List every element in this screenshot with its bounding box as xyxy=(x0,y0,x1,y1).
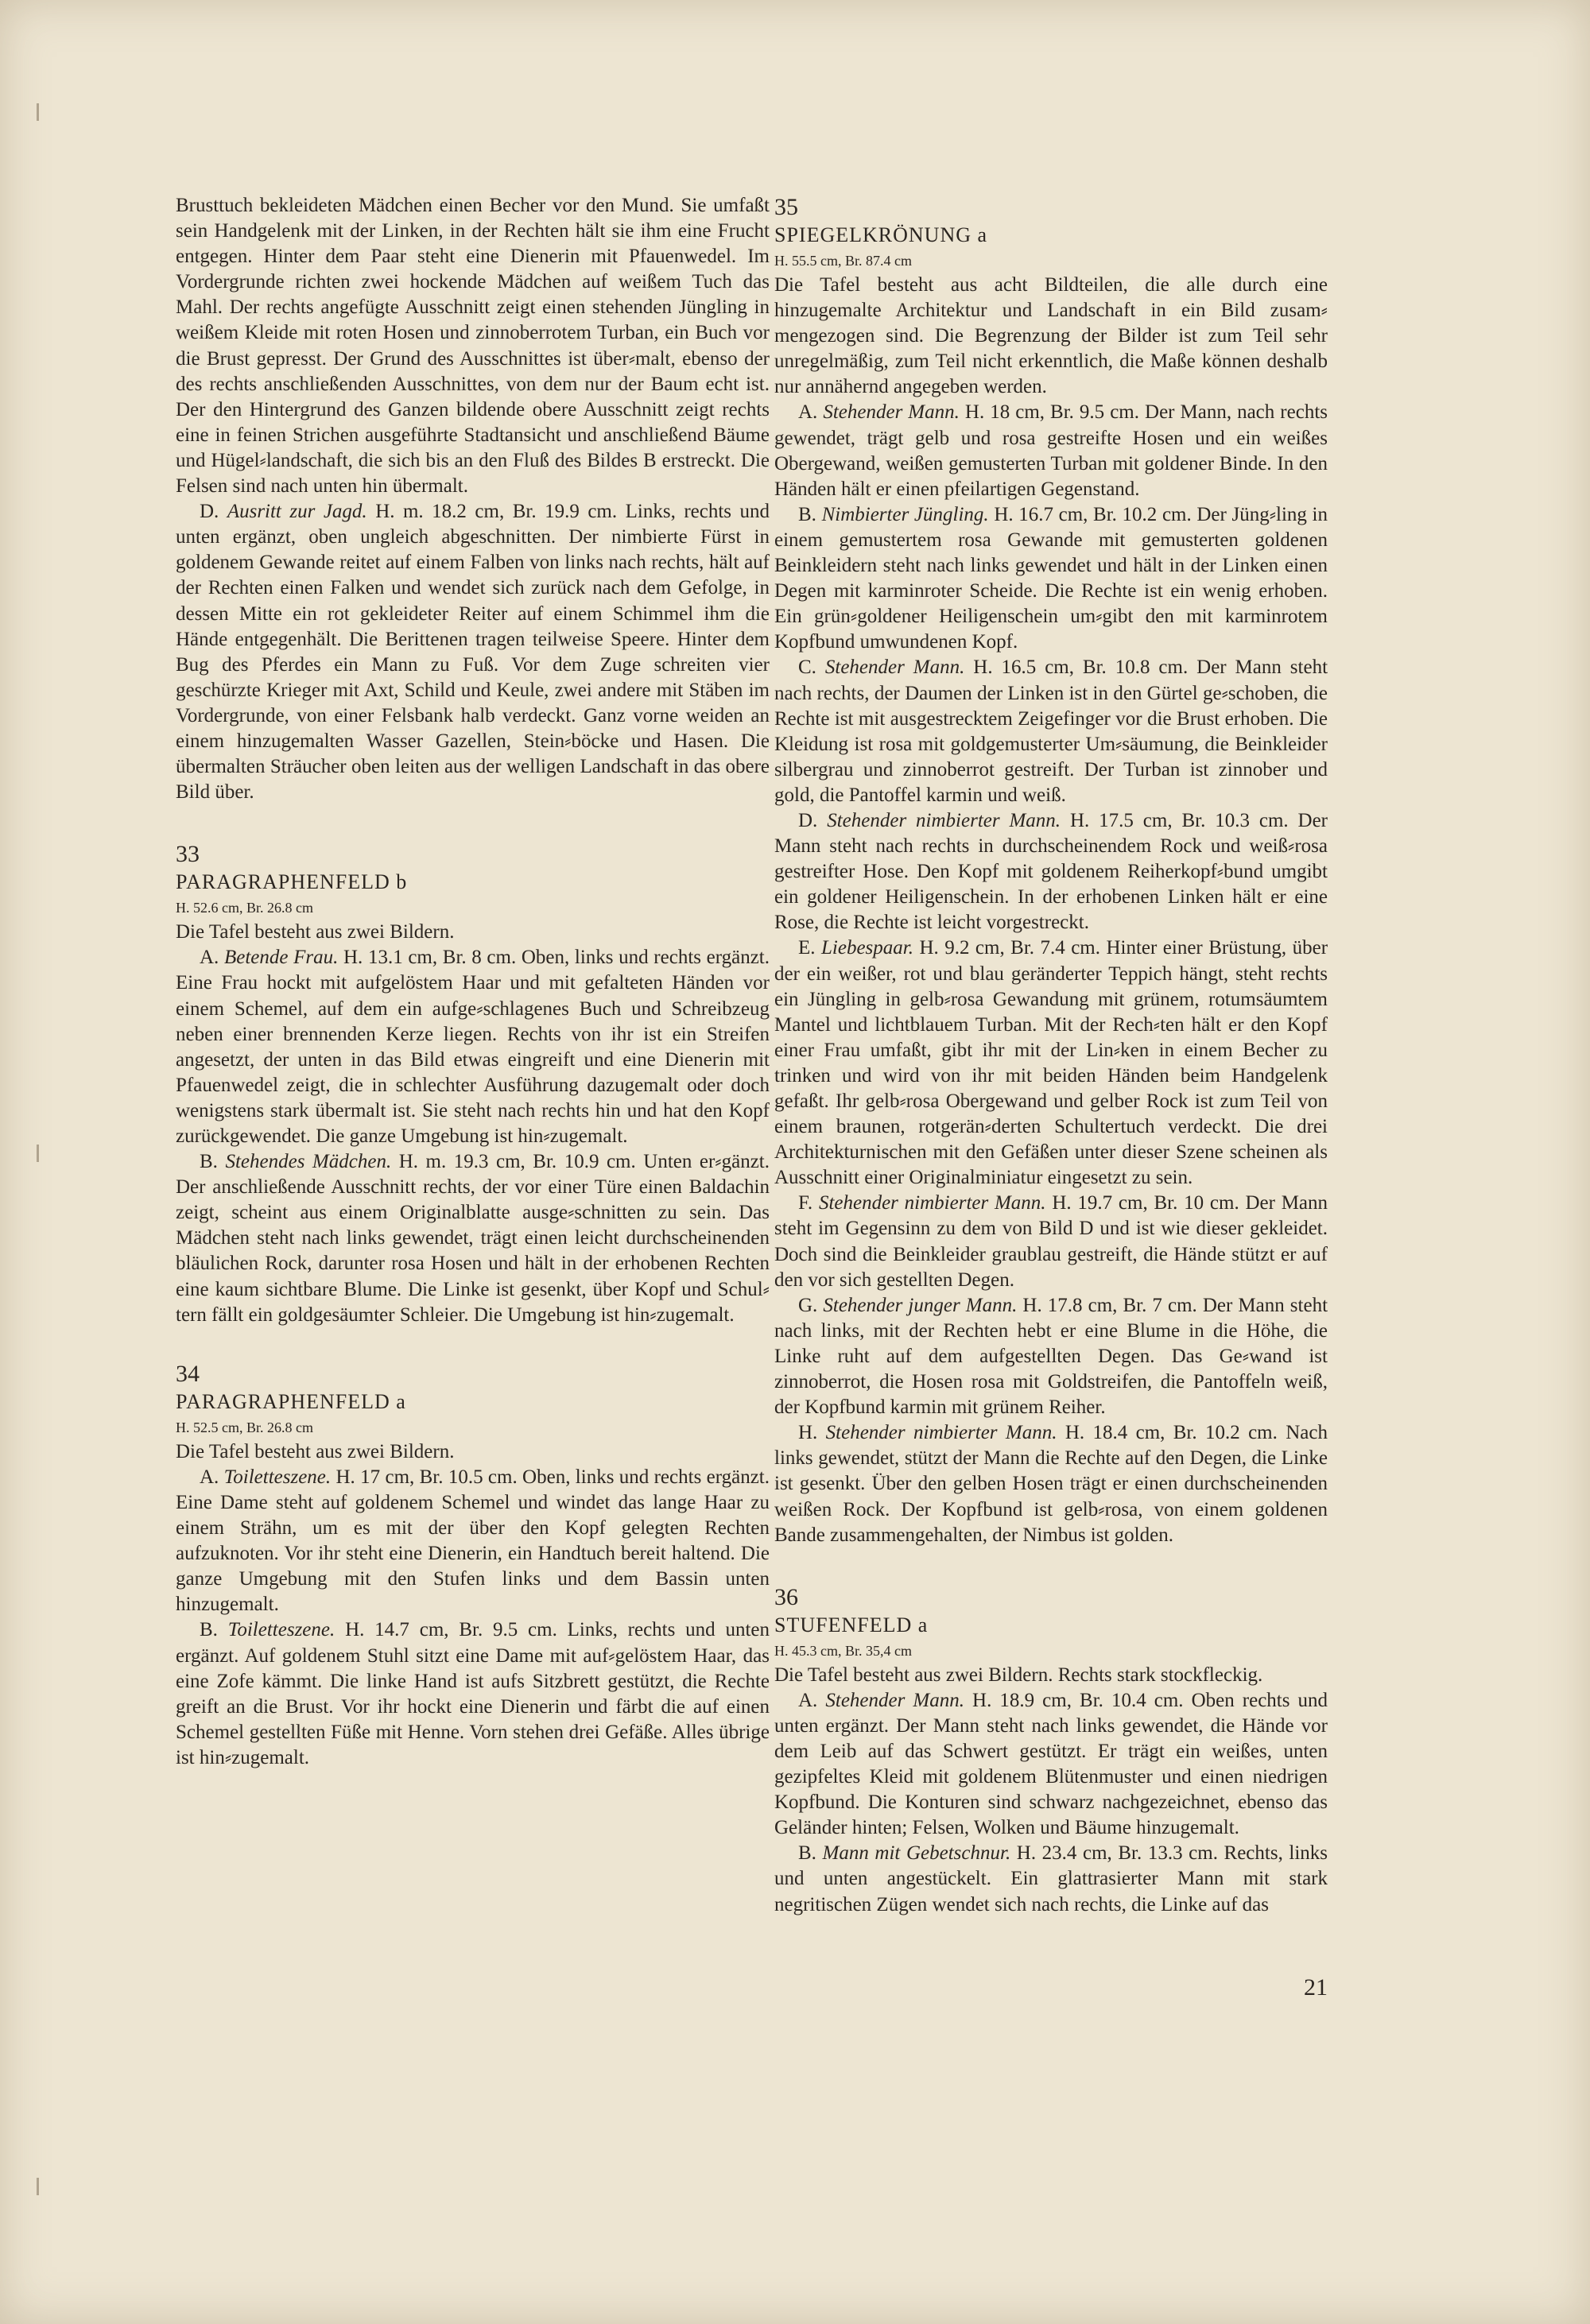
section-35-item-g xyxy=(774,1293,1328,1420)
item-title: Betende Frau. xyxy=(223,947,339,969)
item-title: Nimbierter Jüngling. xyxy=(821,503,989,525)
section-33-title: PARAGRAPHENFELD b xyxy=(176,870,408,894)
item-title: Stehender junger Mann. xyxy=(823,1294,1018,1316)
item-title: Toiletteszene. xyxy=(223,1466,332,1488)
section-35-intro: Die Tafel besteht aus acht Bildteilen, die alle durch eine hinzugemalte Architektur und Landschaft in ein Bild zusam⸗mengezogen sind. Die Begrenzung der Bilder ist zum Teil sehr unregelmäßig, zum Teil nicht erkenntlich, die Maße können deshalb nur annähernd angegeben werden. xyxy=(774,274,1328,398)
section-35-title: SPIEGELKRÖNUNG a xyxy=(774,223,988,246)
item-text: H. 16.7 cm, Br. 10.2 cm. Der Jüng⸗ling in einem gemustertem rosa Gewande mit gemusterten goldenen Beinkleidern steht nach links gewendet und hält in der Linken einen Degen mit karminroter Scheide. Die Rechte ist ein wenig erhoben. Ein grün⸗goldener Heiligenschein um⸗gibt den mit karminrotem Kopfbund umwundenen Kopf. xyxy=(774,503,1328,653)
item-letter: A. xyxy=(200,947,219,969)
item-text: H. 17 cm, Br. 10.5 cm. Oben, links und rechts ergänzt. Eine Dame steht auf goldenem Schemel und windet das lange Haar zu einem Strähn, um es mit der über den Kopf gelegten Rechten aufzuknoten. Vor ihr steht eine Dienerin, ein Handtuch bereit haltend. Die ganze Umgebung mit den Stufen links und dem Bassin unten hinzugemalt. xyxy=(176,1466,770,1616)
section-34-item-b xyxy=(176,1617,770,1771)
item-title: Toiletteszene. xyxy=(227,1619,335,1641)
section-35-dimensions: H. 55.5 cm, Br. 87.4 cm xyxy=(774,253,912,269)
section-34-title: PARAGRAPHENFELD a xyxy=(176,1389,406,1413)
section-34-dimensions: H. 52.5 cm, Br. 26.8 cm xyxy=(176,1419,313,1435)
item-text: H. 9.2 cm, Br. 7.4 cm. Hinter einer Brüstung, über der ein weißer, rot und blau geränderter Teppich hängt, steht rechts ein Jüngling in gelb⸗rosa Gewandung mit grünem, rotumsäumtem Mantel und lichtblauem Turban. Mit der Rech⸗ten hält er den Kopf einer Frau umfaßt, gibt ihr mit der Lin⸗ken in einem Becher zu trinken und wird von ihr mit beiden Händen beim Handgelenk gefaßt. Ihr gelb⸗rosa Obergewand und gelber Rock ist zum Teil von einem braunen, rotgerän⸗derten Schultertuch verdeckt. Die drei Architekturnischen mit den Gefäßen unter dieser Szene scheinen als Ausschnitt einer Originalminiatur eingesetzt zu sein. xyxy=(774,937,1328,1189)
item-text: H. 17.5 cm, Br. 10.3 cm. Der Mann steht nach rechts in durchscheinendem Rock und weiß⸗rosa gestreifter Hose. Den Kopf mit goldenem Reiherkopf⸗bund umgibt ein goldener Heiligenschein. In der erhobenen Linken hält er eine Rose, die Rechte ist leicht vorgestreckt. xyxy=(774,809,1328,934)
item-title: Stehender nimbierter Mann. xyxy=(827,809,1061,831)
item-title: Stehender Mann. xyxy=(824,657,965,679)
section-35-item-d xyxy=(774,808,1328,935)
item-text: H. 19.7 cm, Br. 10 cm. Der Mann steht im Gegensinn zu dem von Bild D und ist wie dieser gekleidet. Doch sind die Beinkleider graublau gestreift, die Hände stützt er auf den vor sich gestellten Degen. xyxy=(774,1192,1328,1291)
margin-mark xyxy=(37,103,39,121)
item-d-paragraph xyxy=(176,499,770,805)
section-35-item-h xyxy=(774,1420,1328,1547)
item-title: Stehender nimbierter Mann. xyxy=(818,1192,1046,1214)
section-35-number: 35 xyxy=(774,194,798,220)
item-text: H. 13.1 cm, Br. 8 cm. Oben, links und rechts ergänzt. Eine Frau hockt mit aufgelöstem Haar und mit gefalteten Händen vor einem Schemel, auf dem ein aufge⸗schlagenes Buch und Schreibzeug neben einer brennenden Kerze liegen. Rechts von ihr ist ein Streifen angesetzt, der unten in das Bild etwas eingreift und eine Dienerin mit Pfauenwedel zeigt, die in schlechter Ausführung dazugemalt oder doch wenigstens stark übermalt ist. Sie steht nach rechts hin und hat den Kopf zurückgewendet. Die ganze Umgebung ist hin⸗zugemalt. xyxy=(176,947,770,1147)
item-text: H. 18 cm, Br. 9.5 cm. Der Mann, nach rechts gewendet, trägt gelb und rosa gestreifte Hosen und ein weißes Obergewand, weißen gemusterten Turban mit goldener Binde. In den Händen hält er einen pfeilartigen Gegenstand. xyxy=(774,401,1328,500)
section-36-item-b xyxy=(774,1841,1328,1917)
item-letter: A. xyxy=(798,401,818,424)
item-title: Liebespaar. xyxy=(821,937,913,959)
section-36-number: 36 xyxy=(774,1583,798,1610)
item-title: Stehender nimbierter Mann. xyxy=(825,1422,1057,1444)
item-title: Stehender Mann. xyxy=(823,401,960,424)
item-text: H. 16.5 cm, Br. 10.8 cm. Der Mann steht nach rechts, der Daumen der Linken ist in den Gürtel ge⸗schoben, die Rechte ist mit ausgestrecktem Zeigefinger vor die Brust erhoben. Die Kleidung ist rosa mit goldgemusterter Um⸗säumung, die Beinkleider silbergrau und zinnoberrot gestreift. Der Turban ist zinnober und gold, die Pantoffel karmin und weiß. xyxy=(774,657,1328,806)
item-letter: G. xyxy=(798,1294,818,1316)
section-35-item-a xyxy=(774,400,1328,502)
continued-paragraph: Brusttuch bekleideten Mädchen einen Becher vor den Mund. Sie umfaßt sein Handgelenk mit der Linken, in der Rechten hält sie ihm eine Frucht entgegen. Hinter dem Paar steht eine Dienerin mit Pfauenwedel. Im Vordergrunde richten zwei hockende Mädchen auf weißem Tuch das Mahl. Der rechts angefügte Ausschnitt zeigt einen stehenden Jüngling in weißem Kleide mit roten Hosen und zinnoberrotem Turban, ein Buch vor die Brust gepresst. Der Grund des Ausschnittes ist über⸗malt, ebenso der des rechts anschließenden Ausschnittes, von dem nur der Baum echt ist. Der den Hintergrund des Ganzen bildende obere Ausschnitt zeigt rechts eine in feinen Strichen ausgeführte Stadtansicht und anschließend Bäume und Hügel⸗landschaft, die sich bis an den Fluß des Bildes B erstreckt. Die Felsen sind nach unten hin übermalt. xyxy=(176,195,770,498)
item-letter: D. xyxy=(798,809,818,831)
item-title: Mann mit Gebetschnur. xyxy=(822,1842,1011,1865)
section-33-dimensions: H. 52.6 cm, Br. 26.8 cm xyxy=(176,900,313,916)
item-letter: D. xyxy=(200,501,219,523)
item-text: H. 23.4 cm, Br. 13.3 cm. Rechts, links und unten angestückelt. Ein glattrasierter Mann mit stark negritischen Zügen wendet sich nach rechts, die Linke auf das xyxy=(774,1842,1328,1915)
item-title: Stehendes Mädchen. xyxy=(225,1151,392,1173)
item-title: Ausritt zur Jagd. xyxy=(227,501,367,523)
section-35-item-b xyxy=(774,502,1328,656)
section-33-item-b xyxy=(176,1149,770,1328)
margin-mark xyxy=(37,1145,39,1162)
section-33-intro: Die Tafel besteht aus zwei Bildern. xyxy=(176,921,455,943)
section-33-number: 33 xyxy=(176,841,200,868)
section-36-dimensions: H. 45.3 cm, Br. 35,4 cm xyxy=(774,1642,912,1659)
item-text: H. 17.8 cm, Br. 7 cm. Der Mann steht nach links, mit der Rechten hebt er eine Blume in die Höhe, die Linke ruht auf dem aufgestellten Degen. Das Ge⸗wand ist zinnoberrot, die Hosen rosa mit Goldstreifen, die Pantoffeln weiß, der Kopfbund karmin mit grünem Reiher. xyxy=(774,1294,1328,1419)
section-36-title: STUFENFELD a xyxy=(774,1613,929,1636)
section-35-item-e xyxy=(774,935,1328,1191)
section-34-number: 34 xyxy=(176,1360,200,1387)
section-35-item-f xyxy=(774,1191,1328,1292)
item-letter: F. xyxy=(798,1192,813,1214)
item-letter: B. xyxy=(798,1842,816,1865)
item-letter: B. xyxy=(798,503,816,525)
item-letter: H. xyxy=(798,1422,818,1444)
item-letter: B. xyxy=(200,1619,218,1641)
section-33-item-a xyxy=(176,945,770,1149)
item-text: H. 18.4 cm, Br. 10.2 cm. Nach links gewendet, stützt der Mann die Rechte auf den Degen, die Linke ist gesenkt. Über den gelben Hosen trägt er einen durchscheinenden weißen Rock. Der Kopfbund ist gelb⸗rosa, von einem goldenen Bande zusammengehalten, der Nimbus ist golden. xyxy=(774,1422,1328,1546)
section-34-intro: Die Tafel besteht aus zwei Bildern. xyxy=(176,1440,455,1462)
section-34-item-a xyxy=(176,1465,770,1618)
item-text: H. 18.9 cm, Br. 10.4 cm. Oben rechts und unten ergänzt. Der Mann steht nach links gewendet, die Hände vor dem Leib auf das Schwert gestützt. Er trägt ein weißes, unten gezipfeltes Kleid mit goldenem Blütenmuster und einen niedrigen Kopfbund. Die Konturen sind schwarz nachgezeichnet, ebenso das Geländer hinten; Felsen, Wolken und Bäume hinzugemalt. xyxy=(774,1689,1328,1839)
section-36-intro: Die Tafel besteht aus zwei Bildern. Rechts stark stockfleckig. xyxy=(774,1664,1263,1686)
item-letter: C. xyxy=(798,657,816,679)
item-text: H. 14.7 cm, Br. 9.5 cm. Links, rechts und unten ergänzt. Auf goldenem Stuhl sitzt eine Dame mit auf⸗gelöstem Haar, das eine Zofe kämmt. Die linke Hand ist aufs Sitzbrett gestützt, die Rechte greift an die Brust. Vor ihr hockt eine Dienerin und färbt die auf einen Schemel gestellten Füße mit Henne. Vorn stehen drei Gefäße. Alles übrige ist hin⸗zugemalt. xyxy=(176,1619,770,1768)
item-letter: E. xyxy=(798,937,816,959)
item-text: H. m. 18.2 cm, Br. 19.9 cm. Links, rechts und unten ergänzt, oben ungleich abgeschnitten. Der nimbierte Fürst in goldenem Gewande reitet auf einem Falben von links nach rechts, hält auf der Rechten einen Falken und wendet sich zurück nach dem Gefolge, in dessen Mitte ein rot gekleideter Reiter auf einem Schimmel ihm die Hände entgegenhält. Die Berittenen tragen teilweise Speere. Hinter dem Bug des Pferdes ein Mann zu Fuß. Vor dem Zuge schreiten vier geschürzte Krieger mit Axt, Schild und Keule, zwei andere mit Stäben im Vordergrunde, von einer Felsbank halb verdeckt. Ganz vorne weiden an einem hinzugemalten Wasser Gazellen, Stein⸗böcke und Hasen. Die übermalten Sträucher oben leiten aus der welligen Landschaft in das obere Bild über. xyxy=(176,501,770,804)
margin-mark xyxy=(37,2178,39,2195)
item-text: H. m. 19.3 cm, Br. 10.9 cm. Unten er⸗gänzt. Der anschließende Ausschnitt rechts, der vor einer Türe einen Baldachin zeigt, scheint aus einem Originalblatte ausge⸗schnitten zu sein. Das Mädchen steht nach links gewendet, trägt einen leicht durchscheinenden bläulichen Rock, darunter rosa Hosen und hält in der erhobenen Rechten eine kaum sichtbare Blume. Die Linke ist gesenkt, über Kopf und Schul⸗tern fällt ein goldgesäumter Schleier. Die Umgebung ist hin⸗zugemalt. xyxy=(176,1151,770,1326)
right-column xyxy=(774,193,1328,1918)
section-35-item-c xyxy=(774,655,1328,808)
item-letter: A. xyxy=(200,1466,219,1488)
left-column xyxy=(176,193,770,1771)
section-36-item-a xyxy=(774,1688,1328,1842)
item-title: Stehender Mann. xyxy=(825,1689,964,1711)
page-number: 21 xyxy=(1304,1974,1328,2001)
item-letter: B. xyxy=(200,1151,218,1173)
item-letter: A. xyxy=(798,1689,818,1711)
